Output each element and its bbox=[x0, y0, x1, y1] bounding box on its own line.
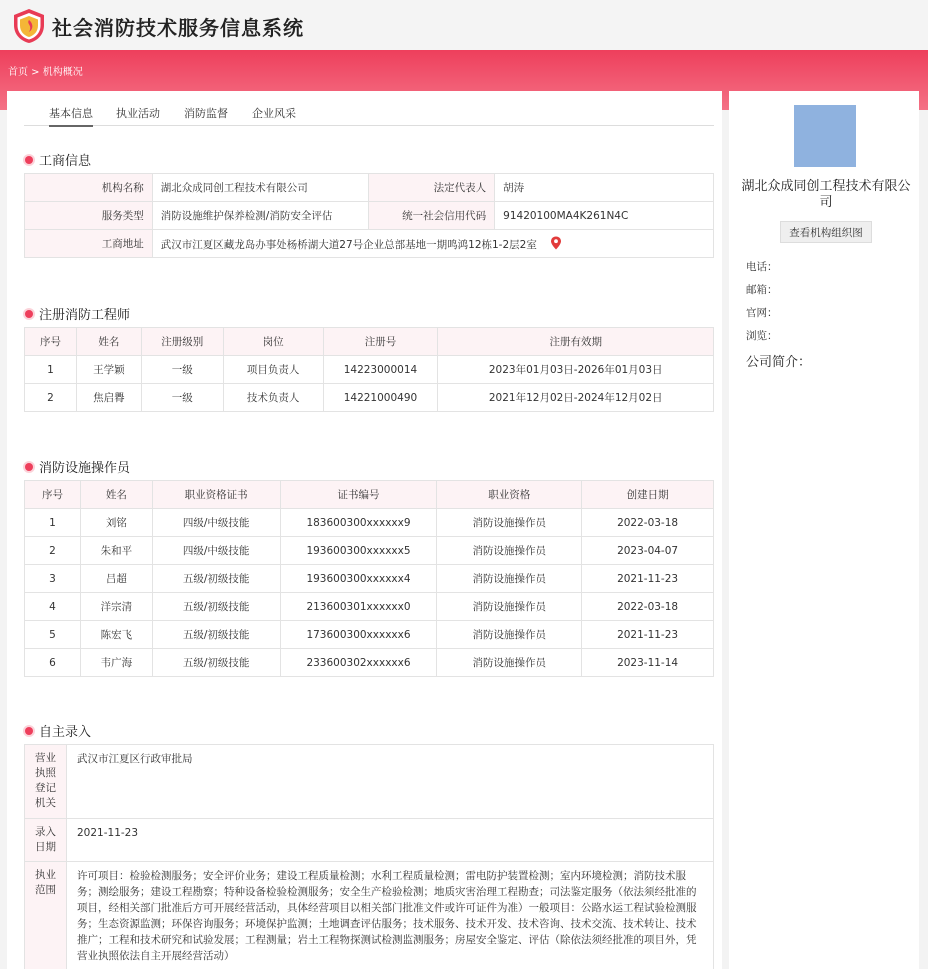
business-info-table bbox=[24, 173, 714, 258]
section-bullet-icon bbox=[25, 463, 33, 471]
section-bullet-icon bbox=[25, 727, 33, 735]
table-cell: 2 bbox=[25, 384, 77, 412]
operators-header-row bbox=[25, 481, 714, 509]
table-cell: 消防设施操作员 bbox=[437, 537, 582, 565]
section-bullet-icon bbox=[25, 156, 33, 164]
app-title: 社会消防技术服务信息系统 bbox=[52, 16, 304, 40]
table-row bbox=[25, 356, 714, 384]
table-cell: 2023-11-14 bbox=[582, 649, 714, 677]
table-cell: 183600300xxxxxx9 bbox=[280, 509, 437, 537]
table-cell: 2021-11-23 bbox=[582, 565, 714, 593]
phone-label: 电话： bbox=[746, 261, 778, 273]
views-label: 浏览： bbox=[746, 330, 778, 342]
section-bullet-icon bbox=[25, 310, 33, 318]
breadcrumb-current: 机构概况 bbox=[42, 67, 83, 78]
table-cell: 193600300xxxxxx5 bbox=[280, 537, 437, 565]
operators-table bbox=[24, 480, 714, 677]
email-label: 邮箱： bbox=[746, 284, 778, 296]
table-cell: 五级/初级技能 bbox=[152, 649, 280, 677]
table-cell: 一级 bbox=[141, 356, 223, 384]
entry-date-label: 录入日期 bbox=[25, 819, 67, 862]
table-cell: 1 bbox=[25, 509, 81, 537]
table-cell: 四级/中级技能 bbox=[152, 509, 280, 537]
column-header: 序号 bbox=[25, 481, 81, 509]
table-cell: 洋宗清 bbox=[80, 593, 152, 621]
column-header: 序号 bbox=[25, 328, 77, 356]
table-row bbox=[25, 537, 714, 565]
business-scope-value: 许可项目：检验检测服务；安全评价业务；建设工程质量检测；水利工程质量检测；雷电防护装置检测；室内环境检测；消防技术服务；测绘服务；建设工程勘察；特种设备检验检测服务；安全生产检验检测；地质灾害治理工程勘查；司法鉴定服务（依法须经批准的项目，经相关部门批准后方可开展经营活动，具体经营项目以相关部门批准文件或许可证件为准）一般项目：公路水运工程试验检测服务；生态资源监测；环保咨询服务；环境保护监测；土地调查评估服务；技术服务、技术开发、技术咨询、技术交流、技术转让、技术推广；工程和技术研究和试验发展；工程测量；岩土工程物探测试检测监测服务；房屋安全鉴定、评估（除依法须经批准的项目外，凭营业执照依法自主开展经营活动） bbox=[67, 862, 714, 969]
section-title-business: 工商信息 bbox=[25, 150, 91, 169]
table-cell: 朱和平 bbox=[80, 537, 152, 565]
table-cell: 193600300xxxxxx4 bbox=[280, 565, 437, 593]
table-cell: 5 bbox=[25, 621, 81, 649]
column-header: 姓名 bbox=[80, 481, 152, 509]
table-cell: 173600300xxxxxx6 bbox=[280, 621, 437, 649]
breadcrumb-separator: > bbox=[28, 67, 43, 78]
credit-code-label: 统一社会信用代码 bbox=[369, 202, 495, 230]
legal-rep-label: 法定代表人 bbox=[369, 174, 495, 202]
column-header: 创建日期 bbox=[582, 481, 714, 509]
table-cell: 2021-11-23 bbox=[582, 621, 714, 649]
breadcrumb bbox=[8, 63, 83, 78]
table-cell: 刘铭 bbox=[80, 509, 152, 537]
table-cell: 王学颖 bbox=[76, 356, 141, 384]
company-name: 湖北众成同创工程技术有限公司 bbox=[741, 179, 911, 210]
table-cell: 3 bbox=[25, 565, 81, 593]
shield-logo-icon bbox=[12, 8, 46, 44]
tab-fire-supervision[interactable]: 消防监督 bbox=[184, 107, 228, 120]
column-header: 证书编号 bbox=[280, 481, 437, 509]
table-cell: 五级/初级技能 bbox=[152, 593, 280, 621]
table-row bbox=[25, 565, 714, 593]
registration-authority-value: 武汉市江夏区行政审批局 bbox=[67, 745, 714, 819]
table-row bbox=[25, 649, 714, 677]
address-value: 武汉市江夏区藏龙岛办事处杨桥湖大道27号企业总部基地一期鸣鸿12栋1-2层2室 bbox=[160, 238, 537, 251]
table-cell: 四级/中级技能 bbox=[152, 537, 280, 565]
table-cell: 1 bbox=[25, 356, 77, 384]
table-cell: 2023-04-07 bbox=[582, 537, 714, 565]
org-name-label: 机构名称 bbox=[25, 174, 153, 202]
address-label: 工商地址 bbox=[25, 230, 153, 258]
website-label: 官网： bbox=[746, 307, 778, 319]
table-cell: 五级/初级技能 bbox=[152, 565, 280, 593]
table-cell: 233600302xxxxxx6 bbox=[280, 649, 437, 677]
top-header bbox=[0, 0, 928, 50]
table-cell: 消防设施操作员 bbox=[437, 565, 582, 593]
tab-basic-info[interactable]: 基本信息 bbox=[49, 105, 93, 127]
map-pin-icon[interactable] bbox=[550, 236, 562, 250]
section-title-self-entry: 自主录入 bbox=[25, 721, 91, 740]
table-cell: 吕超 bbox=[80, 565, 152, 593]
table-cell: 6 bbox=[25, 649, 81, 677]
tab-bar bbox=[24, 102, 714, 126]
column-header: 职业资格 bbox=[437, 481, 582, 509]
table-cell: 2022-03-18 bbox=[582, 509, 714, 537]
column-header: 岗位 bbox=[223, 328, 323, 356]
column-header: 职业资格证书 bbox=[152, 481, 280, 509]
registration-authority-label: 营业执照登记机关 bbox=[25, 745, 67, 819]
table-cell: 陈宏飞 bbox=[80, 621, 152, 649]
view-org-chart-button[interactable]: 查看机构组织图 bbox=[780, 221, 872, 243]
business-scope-label: 执业范围 bbox=[25, 862, 67, 969]
table-cell: 213600301xxxxxx0 bbox=[280, 593, 437, 621]
table-cell: 14223000014 bbox=[323, 356, 438, 384]
table-cell: 消防设施操作员 bbox=[437, 593, 582, 621]
table-row bbox=[25, 384, 714, 412]
table-row bbox=[25, 509, 714, 537]
column-header: 注册号 bbox=[323, 328, 438, 356]
table-cell: 韦广海 bbox=[80, 649, 152, 677]
column-header: 注册级别 bbox=[141, 328, 223, 356]
legal-rep-value: 胡涛 bbox=[495, 174, 714, 202]
self-entry-table bbox=[24, 744, 714, 969]
address-cell bbox=[152, 230, 713, 258]
company-logo bbox=[794, 105, 856, 167]
table-cell: 消防设施操作员 bbox=[437, 509, 582, 537]
company-sidebar bbox=[729, 91, 919, 969]
main-panel bbox=[7, 91, 722, 969]
breadcrumb-home-link[interactable]: 首页 bbox=[8, 67, 28, 78]
service-type-label: 服务类型 bbox=[25, 202, 153, 230]
table-cell: 2021年12月02日-2024年12月02日 bbox=[438, 384, 714, 412]
tab-practice-activity[interactable]: 执业活动 bbox=[116, 107, 160, 120]
service-type-value: 消防设施维护保养检测/消防安全评估 bbox=[152, 202, 369, 230]
org-name-value: 湖北众成同创工程技术有限公司 bbox=[152, 174, 369, 202]
table-cell: 2023年01月03日-2026年01月03日 bbox=[438, 356, 714, 384]
table-cell: 2022-03-18 bbox=[582, 593, 714, 621]
table-cell: 一级 bbox=[141, 384, 223, 412]
table-cell: 消防设施操作员 bbox=[437, 621, 582, 649]
table-cell: 项目负责人 bbox=[223, 356, 323, 384]
section-title-operators: 消防设施操作员 bbox=[25, 457, 130, 476]
table-cell: 焦启臖 bbox=[76, 384, 141, 412]
table-row bbox=[25, 621, 714, 649]
engineers-table bbox=[24, 327, 714, 412]
tab-company-style[interactable]: 企业风采 bbox=[252, 107, 296, 120]
section-title-engineers: 注册消防工程师 bbox=[25, 304, 130, 323]
table-cell: 4 bbox=[25, 593, 81, 621]
entry-date-value: 2021-11-23 bbox=[67, 819, 714, 862]
credit-code-value: 91420100MA4K261N4C bbox=[495, 202, 714, 230]
table-row bbox=[25, 593, 714, 621]
company-intro-label: 公司简介： bbox=[746, 355, 812, 370]
table-cell: 技术负责人 bbox=[223, 384, 323, 412]
column-header: 姓名 bbox=[76, 328, 141, 356]
engineers-header-row bbox=[25, 328, 714, 356]
column-header: 注册有效期 bbox=[438, 328, 714, 356]
table-cell: 五级/初级技能 bbox=[152, 621, 280, 649]
table-cell: 14221000490 bbox=[323, 384, 438, 412]
table-cell: 消防设施操作员 bbox=[437, 649, 582, 677]
table-cell: 2 bbox=[25, 537, 81, 565]
